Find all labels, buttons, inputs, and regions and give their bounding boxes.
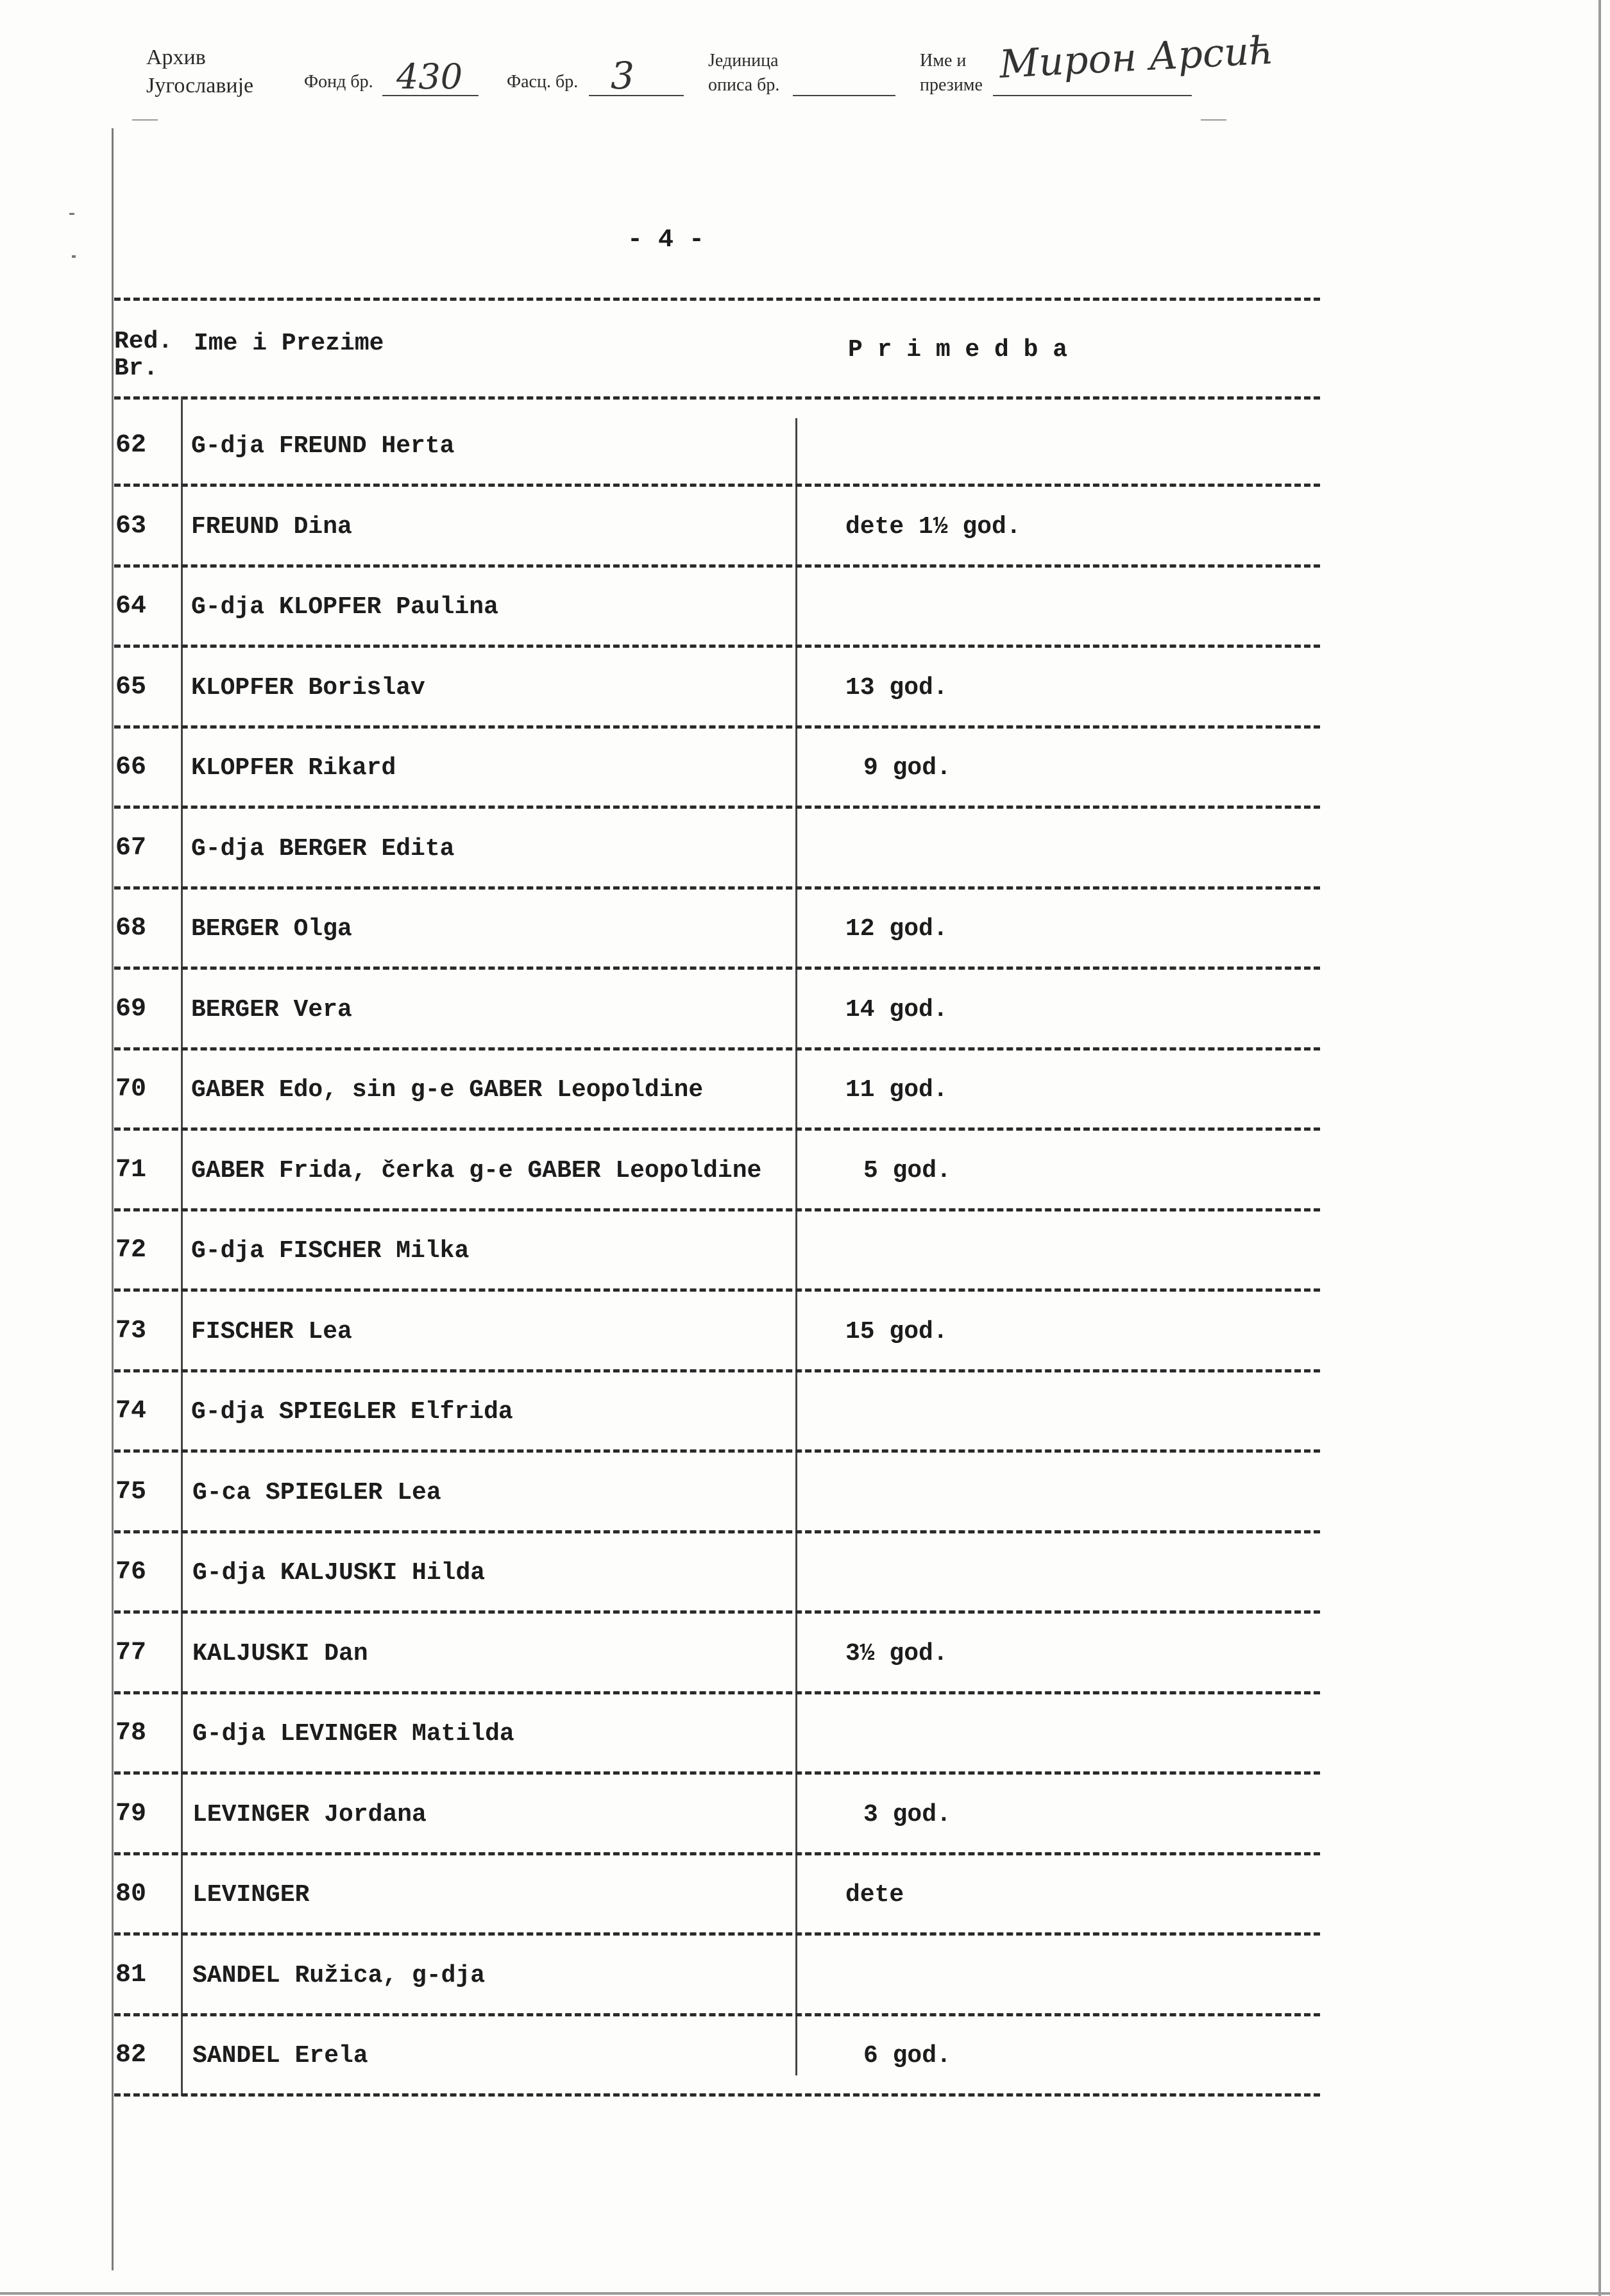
- row-rule: [114, 1127, 1320, 1131]
- row-rule: [114, 886, 1320, 890]
- row-note: 5 god.: [863, 1156, 951, 1185]
- row-note: 13 god.: [845, 673, 948, 702]
- row-rule: [114, 1208, 1320, 1211]
- unit-label: [708, 49, 779, 97]
- row-rule: [114, 2093, 1320, 2097]
- row-name: KLOPFER Rikard: [191, 754, 396, 782]
- page-number: - 4 -: [627, 226, 705, 255]
- row-name: G-dja FREUND Herta: [191, 432, 455, 460]
- row-rule: [114, 564, 1320, 568]
- row-name: G-ca SPIEGLER Lea: [192, 1478, 441, 1507]
- row-name: FREUND Dina: [191, 512, 352, 541]
- stamp-edge-left: [132, 119, 158, 121]
- row-rule: [114, 1288, 1320, 1292]
- row-number: 63: [115, 511, 147, 541]
- row-number: 69: [115, 994, 147, 1024]
- col-header-no-line2: Br.: [114, 355, 158, 382]
- scan-mark-2: [72, 255, 76, 258]
- row-number: 74: [115, 1397, 147, 1426]
- row-name: LEVINGER Jordana: [192, 1800, 427, 1828]
- row-number: 79: [115, 1799, 147, 1828]
- row-note: 6 god.: [863, 2042, 951, 2070]
- row-number: 67: [115, 833, 147, 863]
- row-name: GABER Frida, čerka g-e GABER Leopoldine: [191, 1156, 762, 1185]
- fasc-value: 3: [611, 54, 634, 97]
- row-name: G-dja KALJUSKI Hilda: [192, 1559, 486, 1587]
- row-number: 71: [115, 1155, 147, 1185]
- row-name: G-dja BERGER Edita: [191, 834, 455, 863]
- row-note: 3 god.: [863, 1800, 951, 1828]
- col-header-note: P r i m e d b a: [848, 336, 1068, 364]
- row-rule: [114, 1610, 1320, 1614]
- row-number: 64: [115, 592, 147, 621]
- col-header-no-line1: Red.: [114, 328, 173, 355]
- unit-label-line2: описа бр.: [708, 75, 780, 95]
- name-label-line1: Име и: [920, 51, 967, 71]
- row-name: KLOPFER Borislav: [191, 673, 425, 702]
- row-name: G-dja FISCHER Milka: [191, 1237, 470, 1265]
- name-field-line: [993, 95, 1192, 96]
- unit-label-line1: Јединица: [708, 51, 779, 71]
- row-rule: [114, 1530, 1320, 1533]
- row-note: 11 god.: [845, 1076, 948, 1104]
- row-name: LEVINGER: [192, 1881, 310, 1909]
- fasc-field-line: [589, 95, 684, 96]
- row-number: 65: [115, 672, 147, 702]
- row-name: SANDEL Ružica, g-dja: [192, 1961, 486, 1989]
- row-name: GABER Edo, sin g-e GABER Leopoldine: [191, 1076, 704, 1104]
- row-name: SANDEL Erela: [192, 2042, 368, 2070]
- name-signature: Мирон Арсић: [998, 28, 1275, 88]
- scan-bottom-border: [0, 2292, 1610, 2295]
- row-name: FISCHER Lea: [191, 1317, 352, 1346]
- name-label-line2: презиме: [920, 75, 983, 95]
- row-rule: [114, 2013, 1320, 2016]
- col-divider-name: [181, 396, 183, 2096]
- row-note: 12 god.: [845, 915, 948, 943]
- col-divider-note: [795, 418, 797, 2075]
- row-note: dete 1½ god.: [845, 512, 1021, 541]
- archive-name-line2: Југославије: [146, 74, 254, 97]
- col-header-no: [114, 328, 173, 382]
- fond-label: Фонд бр.: [304, 72, 373, 92]
- row-rule: [114, 484, 1320, 487]
- row-number: 76: [115, 1558, 147, 1587]
- fond-value: 430: [396, 56, 463, 97]
- scan-mark-1: [69, 213, 74, 215]
- table-top-rule: [114, 298, 1320, 301]
- row-number: 78: [115, 1719, 147, 1748]
- row-rule: [114, 1771, 1320, 1775]
- row-number: 73: [115, 1316, 147, 1346]
- row-rule: [114, 725, 1320, 729]
- scan-left-border: [112, 128, 114, 2270]
- archive-name-line1: Архив: [146, 46, 206, 69]
- row-number: 62: [115, 431, 147, 460]
- row-note: 15 god.: [845, 1317, 948, 1346]
- row-number: 82: [115, 2041, 147, 2070]
- row-number: 81: [115, 1960, 147, 1989]
- col-header-name: Ime i Prezime: [194, 330, 384, 357]
- row-note: 14 god.: [845, 995, 948, 1024]
- row-name: BERGER Olga: [191, 915, 352, 943]
- row-name: G-dja KLOPFER Paulina: [191, 593, 498, 621]
- row-note: dete: [845, 1881, 904, 1909]
- row-rule: [114, 1449, 1320, 1453]
- row-rule: [114, 1047, 1320, 1051]
- row-name: G-dja LEVINGER Matilda: [192, 1720, 514, 1748]
- row-rule: [114, 806, 1320, 809]
- archive-stamp: [0, 0, 1610, 128]
- row-rule: [114, 1691, 1320, 1694]
- name-label: [920, 49, 983, 97]
- row-number: 75: [115, 1477, 147, 1507]
- row-number: 80: [115, 1880, 147, 1909]
- row-rule: [114, 1852, 1320, 1855]
- row-note: 3½ god.: [845, 1639, 948, 1667]
- row-number: 77: [115, 1638, 147, 1667]
- scan-right-border: [1598, 0, 1601, 2296]
- row-rule: [114, 1369, 1320, 1372]
- table-header-rule: [114, 396, 1320, 400]
- row-number: 66: [115, 753, 147, 782]
- stamp-edge-right: [1201, 119, 1226, 121]
- row-note: 9 god.: [863, 754, 951, 782]
- row-name: G-dja SPIEGLER Elfrida: [191, 1398, 513, 1426]
- archive-name: [146, 44, 253, 100]
- fasc-label: Фасц. бр.: [507, 72, 579, 92]
- row-number: 72: [115, 1236, 147, 1265]
- row-name: KALJUSKI Dan: [192, 1639, 368, 1667]
- row-number: 68: [115, 914, 147, 943]
- row-number: 70: [115, 1075, 147, 1104]
- unit-field-line: [793, 95, 895, 96]
- row-name: BERGER Vera: [191, 995, 352, 1024]
- row-rule: [114, 967, 1320, 970]
- row-rule: [114, 645, 1320, 648]
- row-rule: [114, 1932, 1320, 1936]
